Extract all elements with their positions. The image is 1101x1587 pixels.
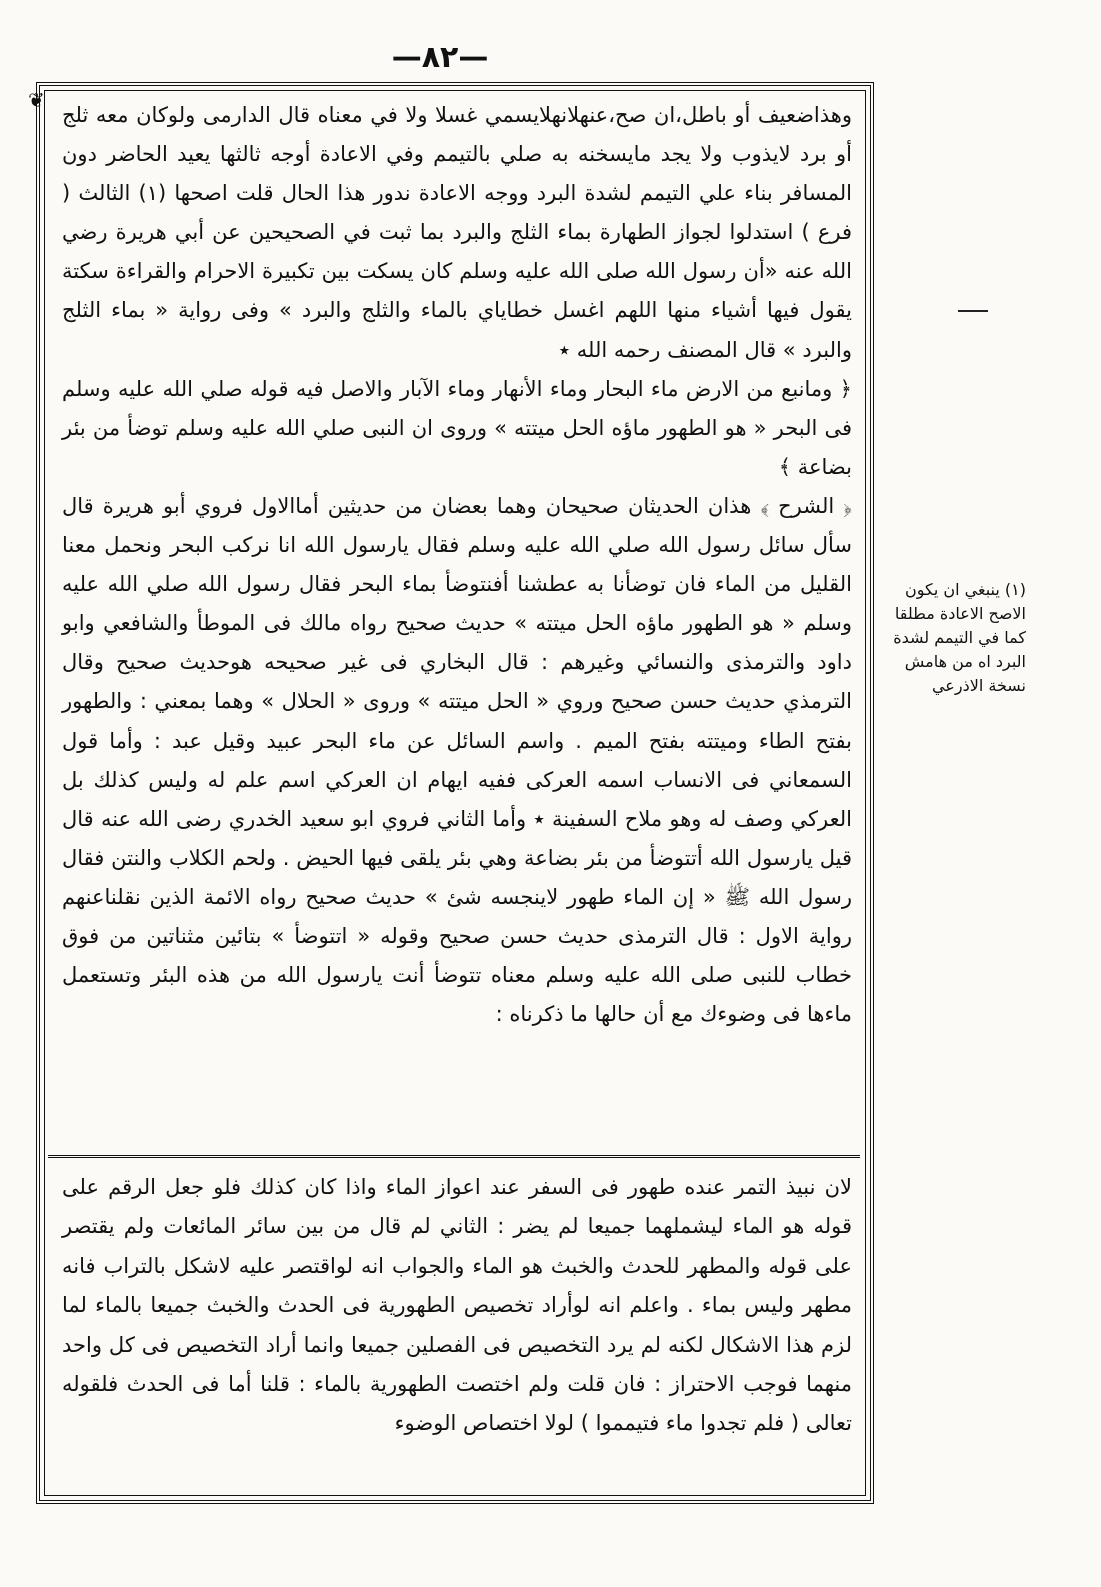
page-number: —٨٢— (391, 40, 489, 75)
main-text-block (62, 96, 852, 1034)
main-paragraph: ﴿ ومانبع من الارض ماء البحار وماء الأنهار وماء الآبار والاصل فيه قوله صلي الله عليه وسلم فى البحر « هو الطهور ماؤه الحل ميتته » وروى ان النبى صلي الله عليه وسلم توضأ من بئر بضاعة ﴾ (62, 376, 852, 479)
margin-note: (١) ينبغي ان يكون الاصح الاعادة مطلقا كما في التيمم لشدة البرد اه من هامش نسخة الاذرعي (893, 580, 1026, 695)
margin-mark (958, 310, 988, 312)
main-paragraph: وهذاضعيف أو باطل،ان صح،عنهلانهلايسمي غسلا ولا في معناه قال الدارمى ولوكان معه ثلج أو برد لايذوب ولا يجد مايسخنه به صلي بالتيمم وفي الاعادة أوجه ثالثها يعيد الحاضر دون المسافر بناء علي التيمم لشدة البرد ووجه الاعادة ندور هذا الحال قلت اصحها (١) الثالث ( فرع ) استدلوا لجواز الطهارة بماء الثلج والبرد بما ثبت في الصحيحين عن أبي هريرة رضي الله عنه «أن رسول الله صلى الله عليه وسلم كان يسكت بين تكبيرة الاحرام والقراءة سكتة يقول فيها أشياء منها اللهم اغسل خطاياي بالماء والثلج والبرد » وفى رواية « بماء الثلج والبرد » قال المصنف رحمه الله ٭ (62, 103, 852, 362)
main-paragraph: ﴿ الشرح ﴾ هذان الحديثان صحيحان وهما بعضان من حديثين أماالاول فروي أبو هريرة قال سأل سائل رسول الله صلي الله عليه وسلم فقال يارسول الله انا نركب البحر ونحمل معنا القليل من الماء فان توضأنا به عطشنا أفنتوضأ بماء البحر فقال رسول الله صلي الله عليه وسلم « هو الطهور ماؤه الحل ميتته » حديث صحيح رواه مالك فى الموطأ والشافعي وابو داود والترمذى والنسائي وغيرهم : قال البخاري فى غير صحيحه هوحديث صحيح وقال الترمذي حديث حسن صحيح وروي « الحل ميتته » وروى « الحلال » وهما بمعني : والطهور بفتح الطاء وميتته بفتح الميم . واسم السائل عن ماء البحر عبيد وقيل عبد : وأما قول السمعاني فى الانساب اسمه العركى ففيه ايهام ان العركي اسم علم له وليس كذلك بل العركي وصف له وهو ملاح السفينة ٭ وأما الثاني فروي ابو سعيد الخدري رضى الله عنه قال قيل يارسول الله أتتوضأ من بئر بضاعة وهي بئر يلقى فيها الحيض . ولحم الكلاب والنتن فقال رسول الله ﷺ « إن الماء طهور لاينجسه شئ » حديث صحيح رواه الائمة الذين نقلناعنهم رواية الاول : قال الترمذى حديث حسن صحيح وقوله « اتتوضأ » بتائين مثناتين من فوق خطاب للنبى صلى الله عليه وسلم معناه تتوضأ أنت يارسول الله من هذه البئر وتستعمل ماءها فى وضوءك مع أن حالها ما ذكرناه : (62, 493, 852, 1027)
corner-ornament-icon: ❦ (28, 88, 45, 112)
footnote-block (62, 1168, 852, 1444)
footnote-divider (48, 1155, 860, 1158)
footnote-paragraph: لان نبيذ التمر عنده طهور فى السفر عند اعواز الماء واذا كان كذلك فلو جعل الرقم على قوله هو الماء ليشملهما جميعا لم يضر : الثاني لم قال من بين سائر المائعات ولم يقتصر على قوله والمطهر للحدث والخبث هو الماء والجواب انه لواقتصر عليه لاشكل بالتراب فانه مطهر وليس بماء . واعلم انه لوأراد تخصيص الطهورية فى الحدث والخبث جميعا بالماء لما لزم هذا الاشكال لكنه لم يرد التخصيص فى الفصلين جميعا وانما أراد التخصيص فى كل واحد منهما فوجب الاحتراز : فان قلت ولم اختصت الطهورية بالماء : قلنا أما فى الحدث فلقوله تعالى ( فلم تجدوا ماء فتيمموا ) لولا اختصاص الوضوء (62, 1175, 852, 1436)
